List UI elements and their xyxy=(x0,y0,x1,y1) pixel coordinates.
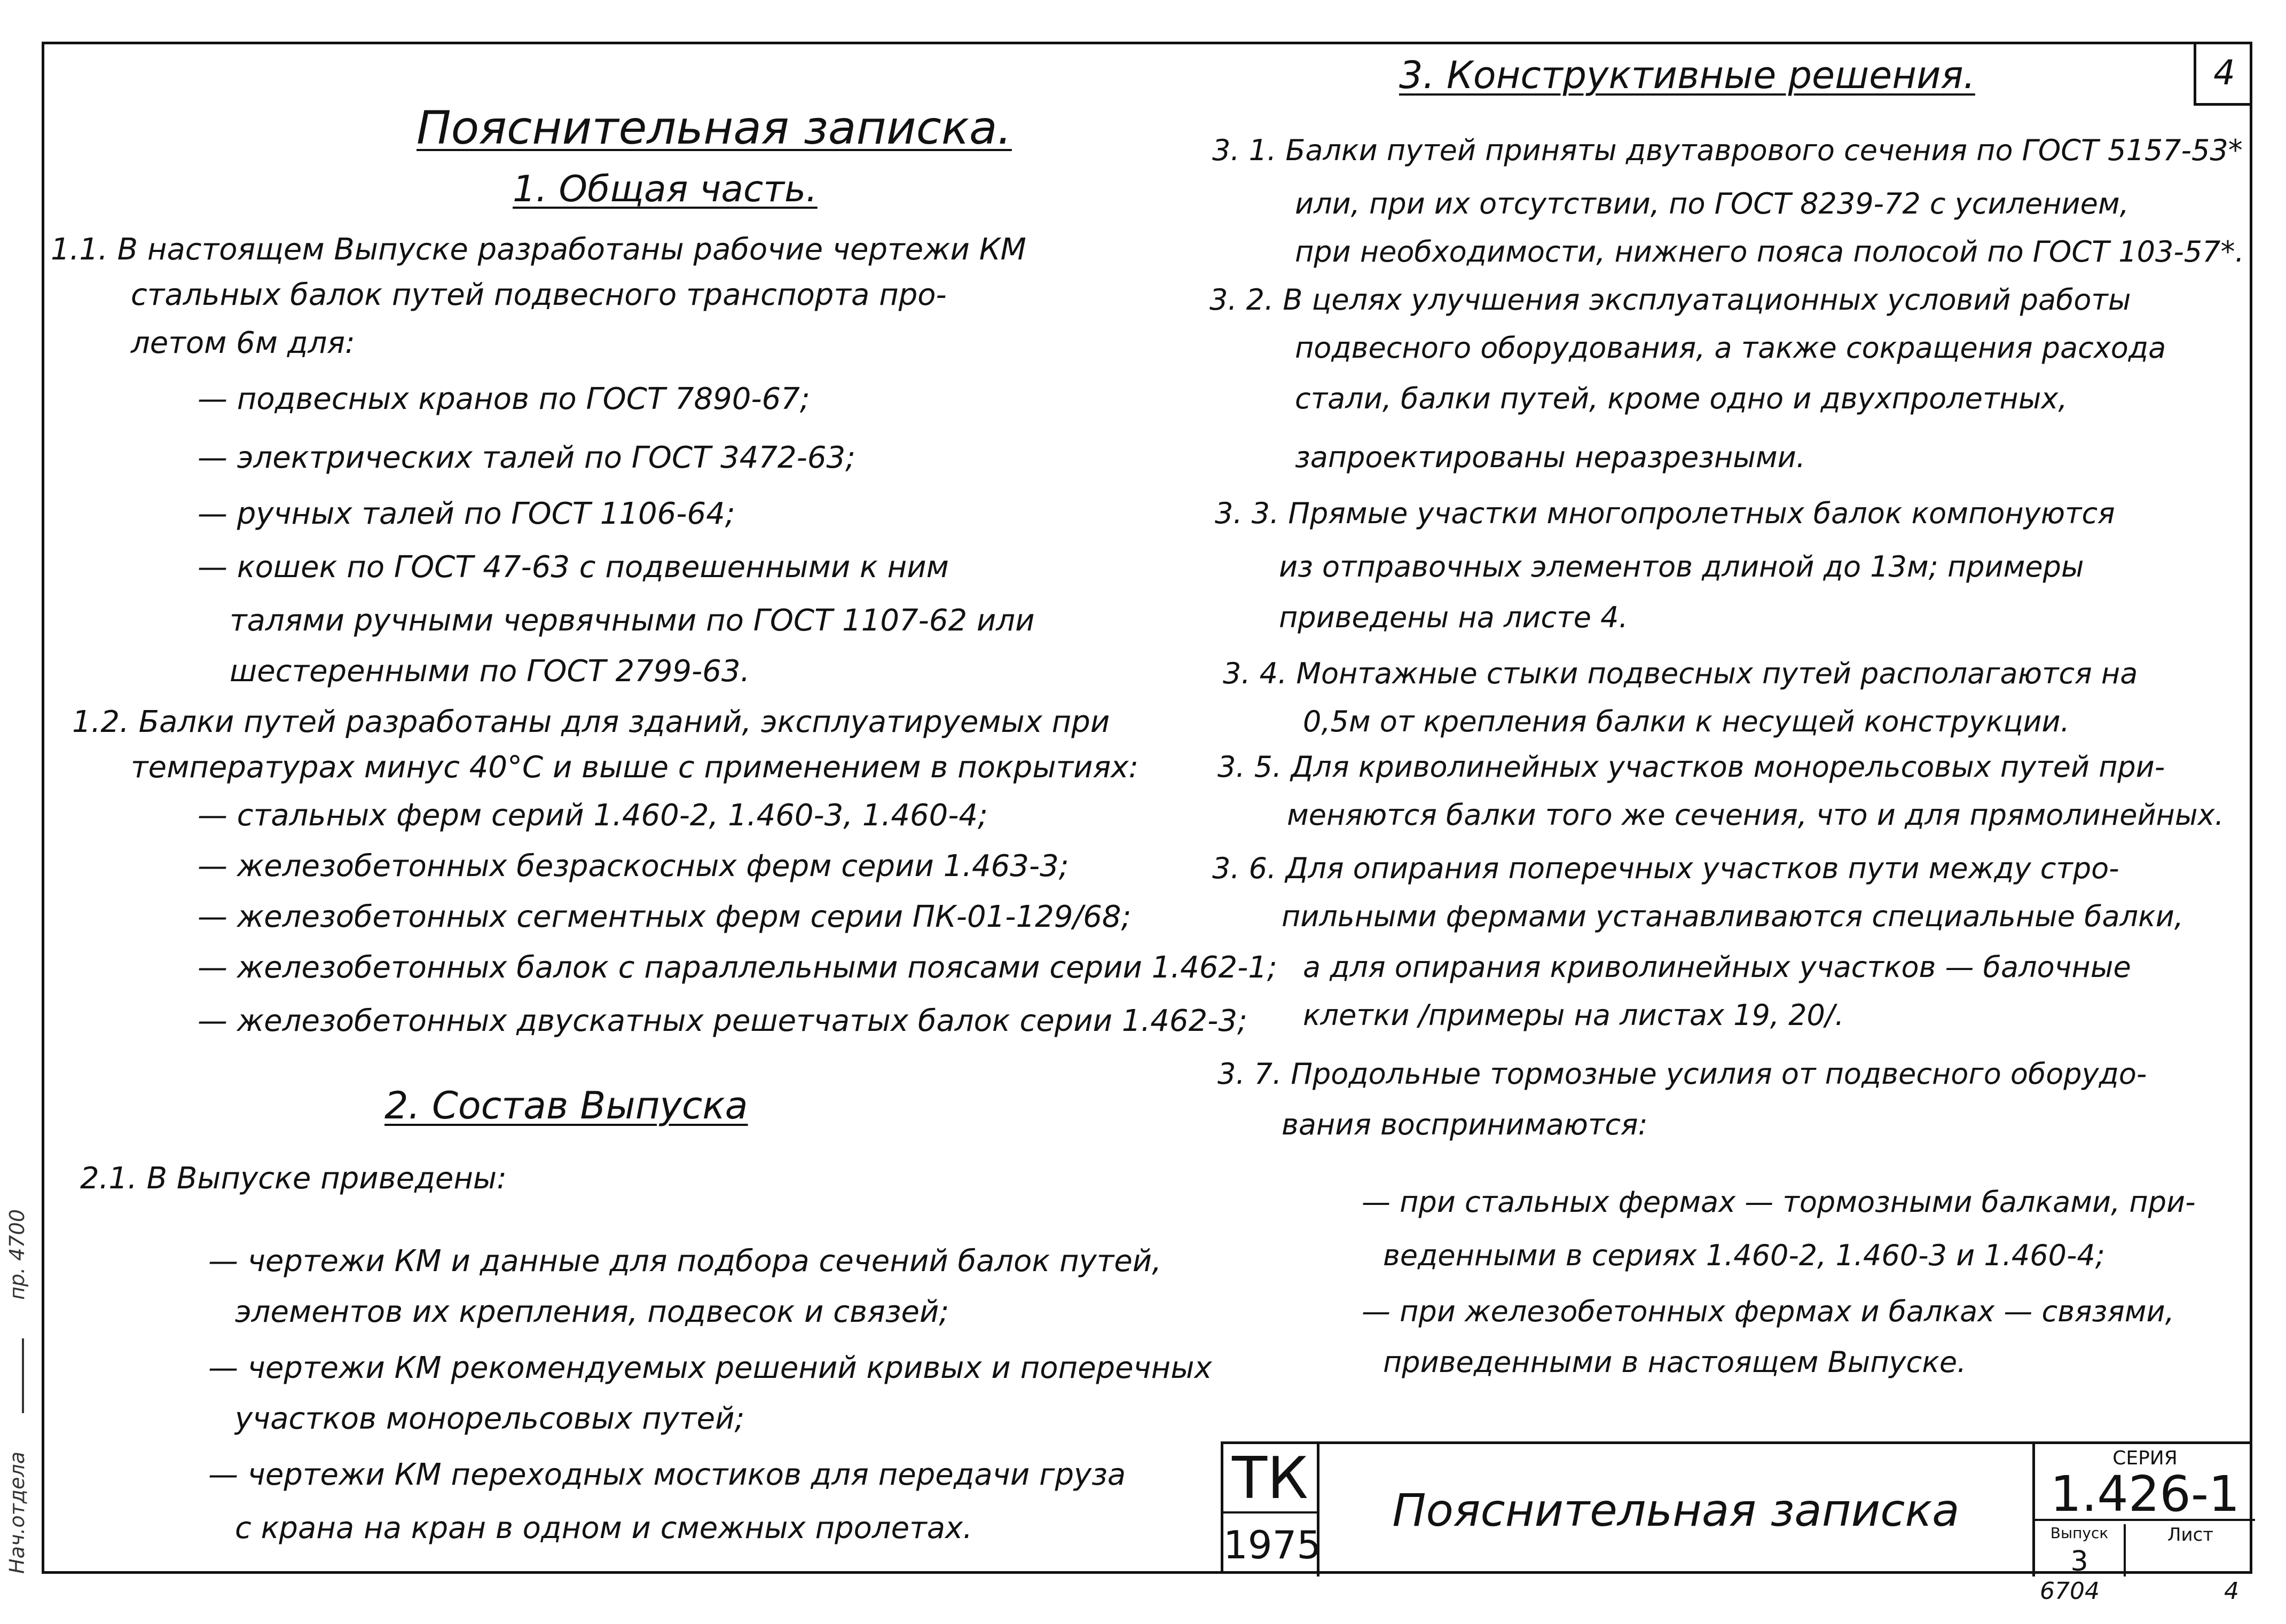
paragraph-line: вания воспринимаются: xyxy=(1282,1108,1648,1141)
list-item: — железобетонных безраскосных ферм серии 1.463-3; xyxy=(198,849,1069,884)
list-item: шестеренными по ГОСТ 2799-63. xyxy=(230,654,750,689)
section-2-title: 2. Состав Выпуска xyxy=(384,1084,748,1128)
page-number: 4 xyxy=(2194,42,2252,106)
paragraph-line: 3. 5. Для криволинейных участков монорельсовых путей при- xyxy=(1217,750,2165,784)
list-item: — железобетонных балок с параллельными поясами серии 1.462-1; xyxy=(198,950,1277,985)
paragraph-line: 2.1. В Выпуске приведены: xyxy=(80,1161,507,1196)
paragraph-line: 3. 6. Для опирания поперечных участков пути между стро- xyxy=(1212,852,2119,885)
list-item: — чертежи КМ и данные для подбора сечений балок путей, xyxy=(208,1244,1161,1279)
list-item: — кошек по ГОСТ 47-63 с подвешенными к ним xyxy=(198,550,949,585)
list-item: приведенными в настоящем Выпуске. xyxy=(1383,1345,1967,1379)
list-item: — стальных ферм серий 1.460-2, 1.460-3, 1.460-4; xyxy=(198,798,988,833)
document-title: Пояснительная записка. xyxy=(417,101,1012,155)
paragraph-line: 3. 7. Продольные тормозные усилия от подвесного оборудо- xyxy=(1217,1057,2147,1091)
footer-code: 6704 xyxy=(2040,1578,2100,1605)
vypusk-label: Выпуск xyxy=(2035,1524,2126,1546)
margin-text: пр. 4700 xyxy=(5,1209,29,1300)
paragraph-line: при необходимости, нижнего пояса полосой по ГОСТ 103-57*. xyxy=(1295,235,2244,269)
list-item: элементов их крепления, подвесок и связей; xyxy=(235,1295,949,1329)
paragraph-line: пильными фермами устанавливаются специальные балки, xyxy=(1282,900,2183,933)
list-item: — железобетонных двускатных решетчатых балок серии 1.462-3; xyxy=(198,1004,1247,1038)
list-item: — подвесных кранов по ГОСТ 7890-67; xyxy=(198,382,810,416)
list-item: с крана на кран в одном и смежных пролетах. xyxy=(235,1511,972,1546)
paragraph-line: подвесного оборудования, а также сокращения расхода xyxy=(1295,331,2166,365)
list-item: — при стальных фермах — тормозными балками, при- xyxy=(1362,1185,2196,1219)
paragraph-line: запроектированы неразрезными. xyxy=(1295,440,1805,474)
margin-signature-strip xyxy=(5,901,37,1574)
paragraph-line: меняются балки того же сечения, что и для прямолинейных. xyxy=(1287,798,2224,832)
tk-label: ТК xyxy=(1223,1444,1319,1513)
paragraph-line: 3. 1. Балки путей приняты двутаврового сечения по ГОСТ 5157-53* xyxy=(1212,133,2243,167)
list-label: Лист xyxy=(2167,1524,2214,1546)
paragraph-line: 0,5м от крепления балки к несущей конструкции. xyxy=(1303,705,2070,738)
list-item: — ручных талей по ГОСТ 1106-64; xyxy=(198,496,735,531)
section-3-title: 3. Конструктивные решения. xyxy=(1399,53,1975,97)
list-item: — чертежи КМ переходных мостиков для передачи груза xyxy=(208,1457,1126,1492)
paragraph-line: летом 6м для: xyxy=(131,326,355,360)
list-item: — при железобетонных фермах и балках — связями, xyxy=(1362,1295,2174,1328)
paragraph-line: 1.1. В настоящем Выпуске разработаны рабочие чертежи КМ xyxy=(51,232,1026,267)
footer-sheet: 4 xyxy=(2224,1578,2239,1605)
vypusk-number: 3 xyxy=(2035,1546,2126,1576)
sheet-title: Пояснительная записка xyxy=(1319,1444,2035,1576)
paragraph-line: а для опирания криволинейных участков — балочные xyxy=(1303,950,2131,984)
list-item: — электрических талей по ГОСТ 3472-63; xyxy=(198,440,855,475)
seria-number: 1.426-1 xyxy=(2035,1468,2255,1521)
paragraph-line: стали, балки путей, кроме одно и двухпролетных, xyxy=(1295,382,2068,415)
signature-label: Нач.отдела xyxy=(5,1451,29,1574)
year: 1975 xyxy=(1223,1513,1319,1576)
paragraph-line: температурах минус 40°С и выше с применением в покрытиях: xyxy=(131,750,1139,785)
paragraph-line: 3. 2. В целях улучшения эксплуатационных условий работы xyxy=(1209,283,2131,317)
paragraph-line: 3. 4. Монтажные стыки подвесных путей располагаются на xyxy=(1223,657,2138,690)
list-item: талями ручными червячными по ГОСТ 1107-62 или xyxy=(230,603,1035,638)
title-block xyxy=(1221,1441,2252,1578)
list-item: участков монорельсовых путей; xyxy=(235,1401,745,1436)
list-item: — чертежи КМ рекомендуемых решений кривых и поперечных xyxy=(208,1351,1212,1385)
paragraph-line: из отправочных элементов длиной до 13м; примеры xyxy=(1279,550,2084,584)
list-item: — железобетонных сегментных ферм серии ПК-01-129/68; xyxy=(198,900,1132,934)
seria-label: СЕРИЯ xyxy=(2112,1447,2178,1469)
paragraph-line: 1.2. Балки путей разработаны для зданий, эксплуатируемых при xyxy=(72,705,1110,739)
paragraph-line: клетки /примеры на листах 19, 20/. xyxy=(1303,998,1844,1032)
paragraph-line: стальных балок путей подвесного транспорта про- xyxy=(131,278,947,312)
paragraph-line: приведены на листе 4. xyxy=(1279,601,1628,634)
section-1-title: 1. Общая часть. xyxy=(513,168,818,210)
list-item: веденными в сериях 1.460-2, 1.460-3 и 1.460-4; xyxy=(1383,1239,2105,1272)
paragraph-line: или, при их отсутствии, по ГОСТ 8239-72 с усилением, xyxy=(1295,187,2129,220)
paragraph-line: 3. 3. Прямые участки многопролетных балок компонуются xyxy=(1215,496,2115,530)
signature-icon xyxy=(22,1338,24,1413)
